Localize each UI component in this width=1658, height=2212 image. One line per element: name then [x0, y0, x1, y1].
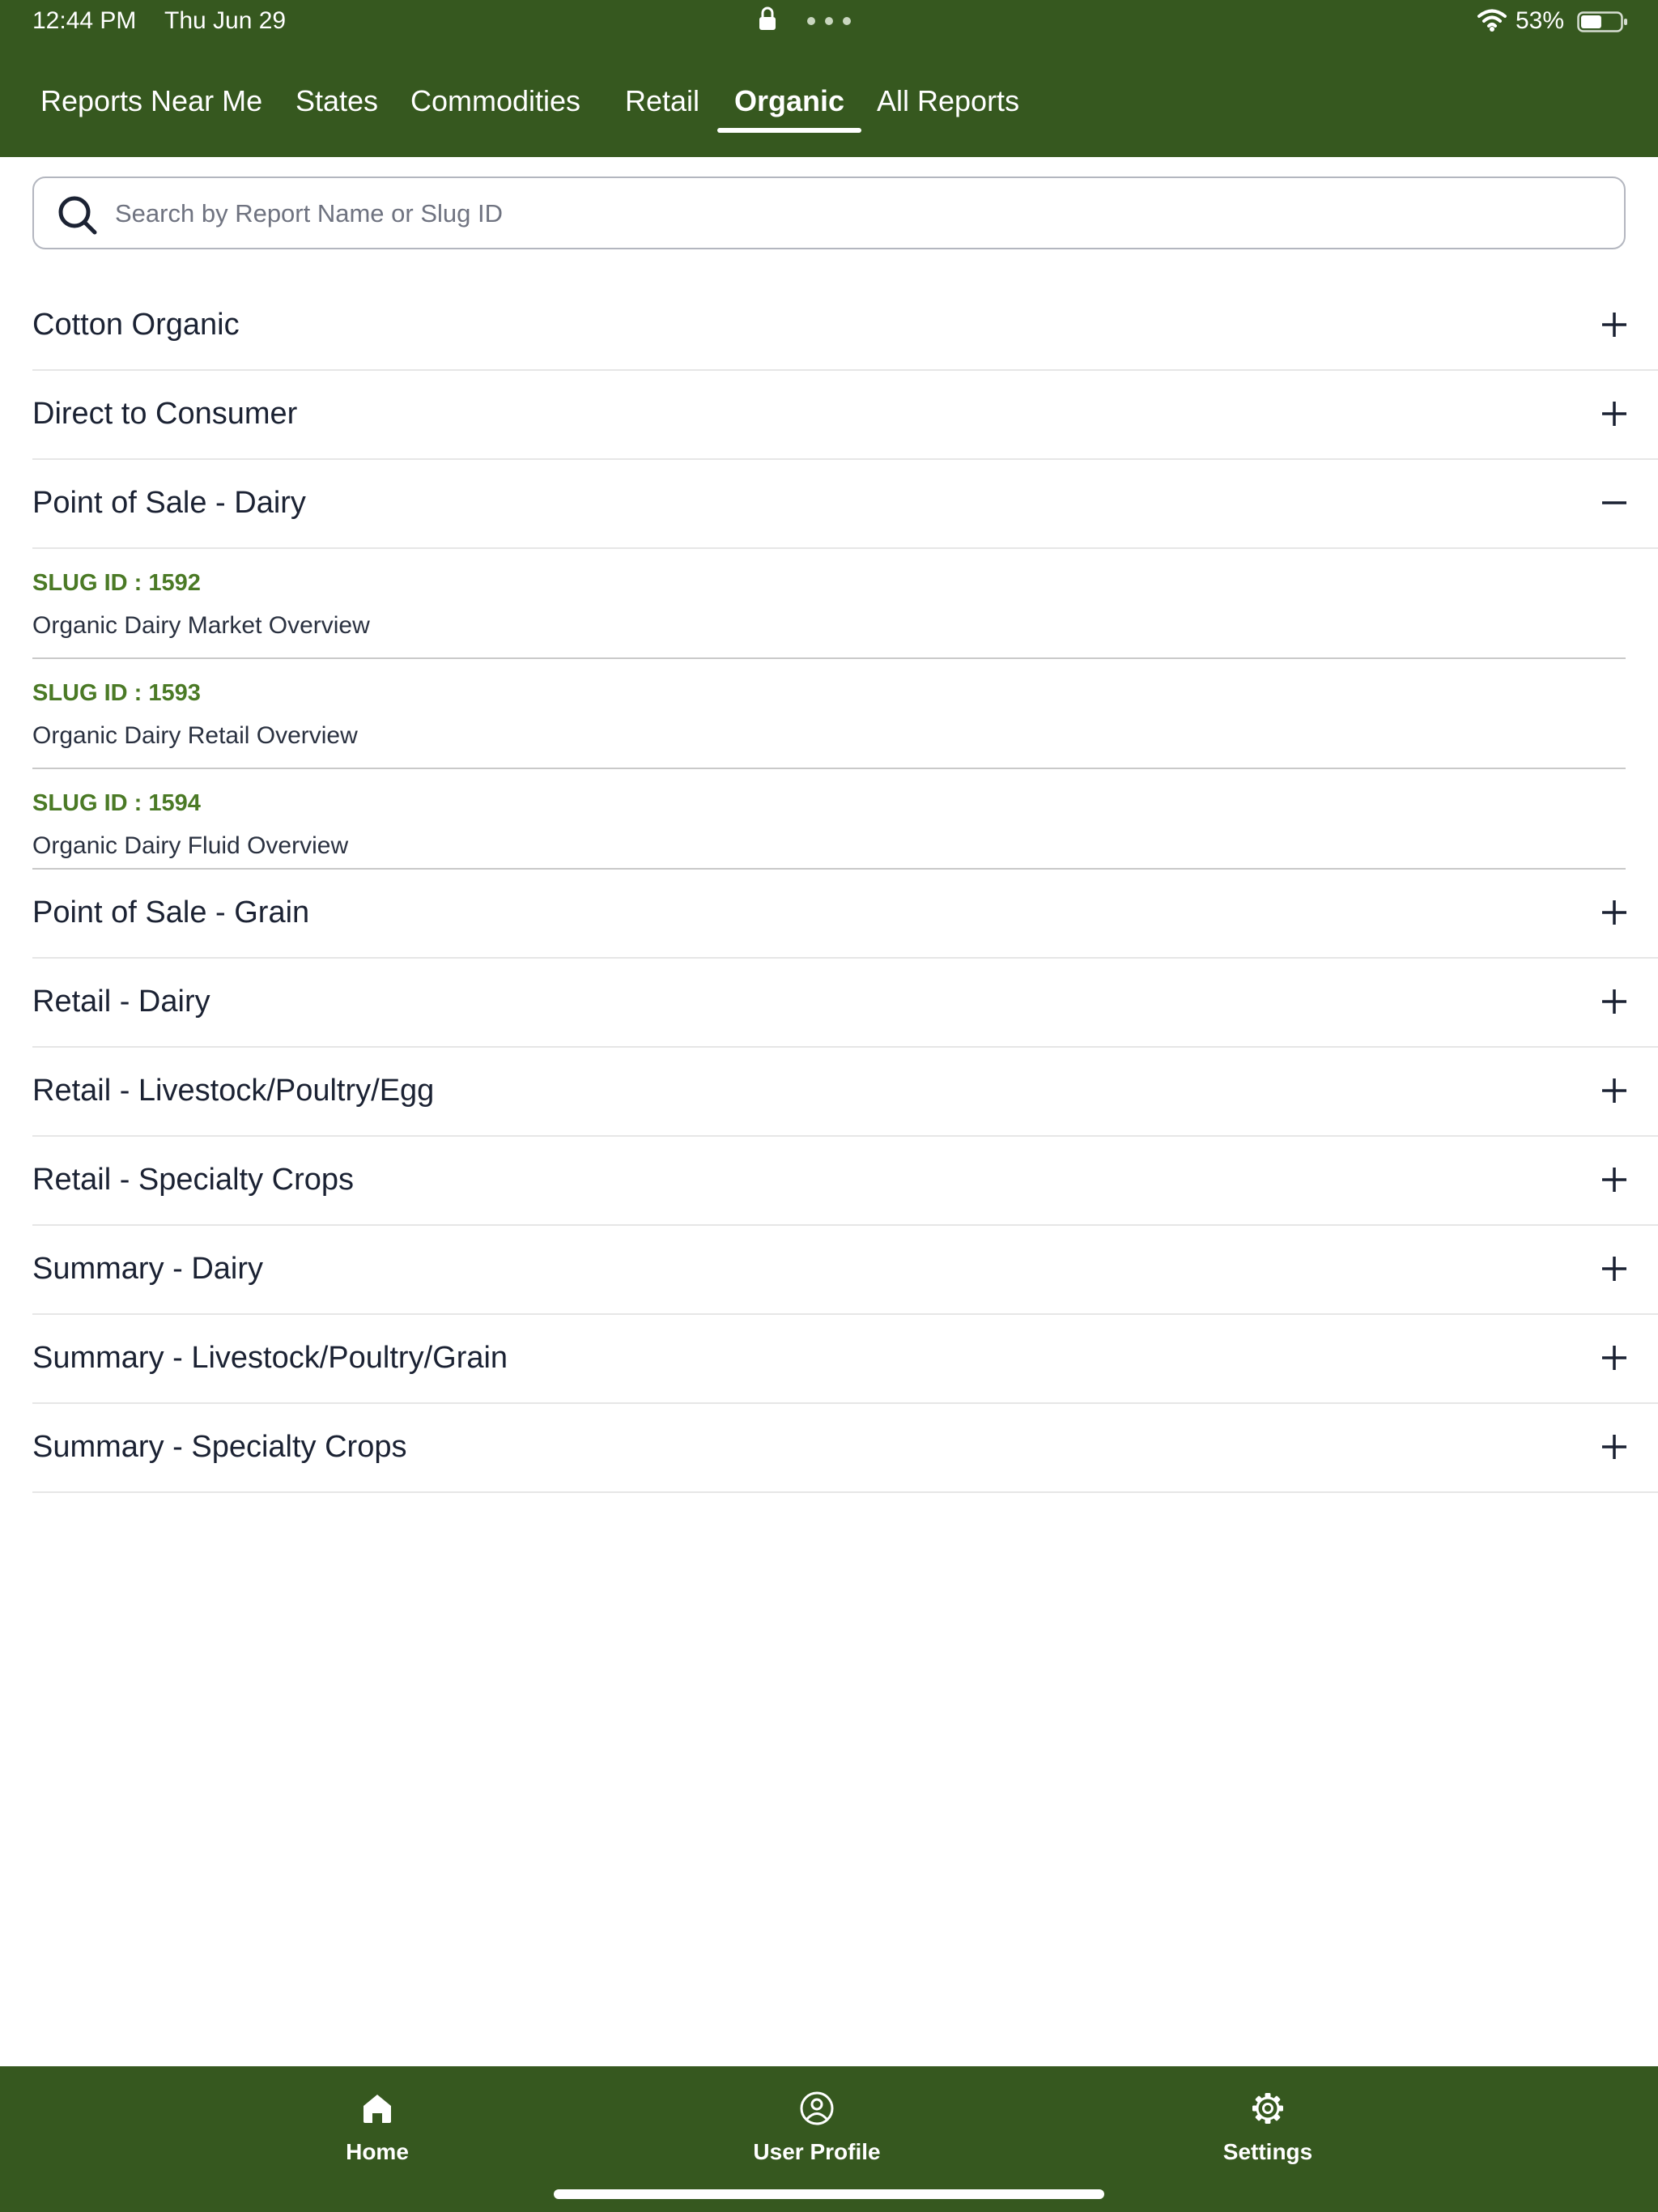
tab-commodities[interactable]: Commodities [410, 84, 581, 117]
tab-retail[interactable]: Retail [625, 84, 700, 117]
category-title: Summary - Livestock/Poultry/Grain [32, 1341, 508, 1375]
category-title: Summary - Dairy [32, 1252, 264, 1286]
plus-icon[interactable] [1600, 898, 1629, 927]
report-item[interactable] [32, 659, 1626, 769]
category-summary-dairy[interactable] [32, 1226, 1658, 1315]
report-name: Organic Dairy Fluid Overview [32, 832, 349, 859]
plus-icon[interactable] [1600, 1254, 1629, 1283]
nav-label: Settings [1222, 2139, 1313, 2164]
category-retail-livestock-poultry-egg[interactable] [32, 1048, 1658, 1137]
plus-icon[interactable] [1600, 1076, 1629, 1105]
plus-icon[interactable] [1600, 1432, 1629, 1461]
report-name: Organic Dairy Market Overview [32, 612, 370, 639]
nav-home[interactable] [288, 2082, 466, 2172]
search-bar [32, 177, 1626, 249]
wifi-icon [1477, 8, 1507, 32]
gear-icon [1250, 2091, 1286, 2126]
category-title: Summary - Specialty Crops [32, 1430, 407, 1464]
battery-percentage: 53% [1516, 7, 1565, 34]
category-title: Retail - Livestock/Poultry/Egg [32, 1074, 435, 1108]
plus-icon[interactable] [1600, 987, 1629, 1016]
category-title: Direct to Consumer [32, 397, 298, 431]
category-cotton-organic[interactable] [32, 282, 1658, 371]
category-point-of-sale-grain[interactable] [32, 870, 1658, 959]
tab-all-reports[interactable]: All Reports [877, 84, 1020, 117]
slug-id: SLUG ID : 1592 [32, 570, 201, 596]
category-retail-dairy[interactable] [32, 959, 1658, 1048]
tab-states[interactable]: States [295, 84, 379, 117]
search-icon [57, 194, 99, 236]
user-profile-icon [799, 2091, 835, 2126]
status-date: Thu Jun 29 [164, 7, 287, 34]
category-title: Point of Sale - Dairy [32, 486, 306, 520]
plus-icon[interactable] [1600, 310, 1629, 339]
nav-user-profile[interactable] [728, 2082, 906, 2172]
category-summary-specialty-crops[interactable] [32, 1404, 1658, 1493]
category-summary-livestock-poultry-grain[interactable] [32, 1315, 1658, 1404]
search-input[interactable] [115, 193, 1605, 235]
plus-icon[interactable] [1600, 1343, 1629, 1372]
home-indicator[interactable] [554, 2189, 1104, 2199]
app-header [0, 0, 1658, 157]
lock-icon [758, 6, 777, 31]
more-dots-icon[interactable] [806, 16, 852, 26]
category-title: Point of Sale - Grain [32, 895, 310, 929]
home-icon [359, 2091, 395, 2126]
category-direct-to-consumer[interactable] [32, 371, 1658, 460]
category-retail-specialty-crops[interactable] [32, 1137, 1658, 1226]
report-item[interactable] [32, 549, 1626, 659]
report-item[interactable] [32, 769, 1626, 870]
report-name: Organic Dairy Retail Overview [32, 722, 358, 749]
slug-id: SLUG ID : 1594 [32, 790, 201, 816]
tab-organic[interactable]: Organic [734, 84, 845, 117]
report-category-list [32, 282, 1658, 1493]
category-title: Retail - Dairy [32, 985, 210, 1019]
active-tab-indicator [717, 128, 861, 133]
nav-settings[interactable] [1179, 2082, 1357, 2172]
plus-icon[interactable] [1600, 1165, 1629, 1194]
nav-label: User Profile [753, 2139, 881, 2164]
status-time: 12:44 PM [32, 7, 137, 34]
nav-label: Home [346, 2139, 409, 2164]
status-bar [0, 0, 1658, 44]
tab-reports-near-me[interactable]: Reports Near Me [40, 84, 263, 117]
slug-id: SLUG ID : 1593 [32, 680, 201, 706]
plus-icon[interactable] [1600, 399, 1629, 428]
category-title: Cotton Organic [32, 308, 240, 342]
category-title: Retail - Specialty Crops [32, 1163, 355, 1197]
minus-icon[interactable] [1600, 488, 1629, 517]
category-point-of-sale-dairy[interactable] [32, 460, 1658, 549]
battery-icon [1577, 10, 1629, 34]
